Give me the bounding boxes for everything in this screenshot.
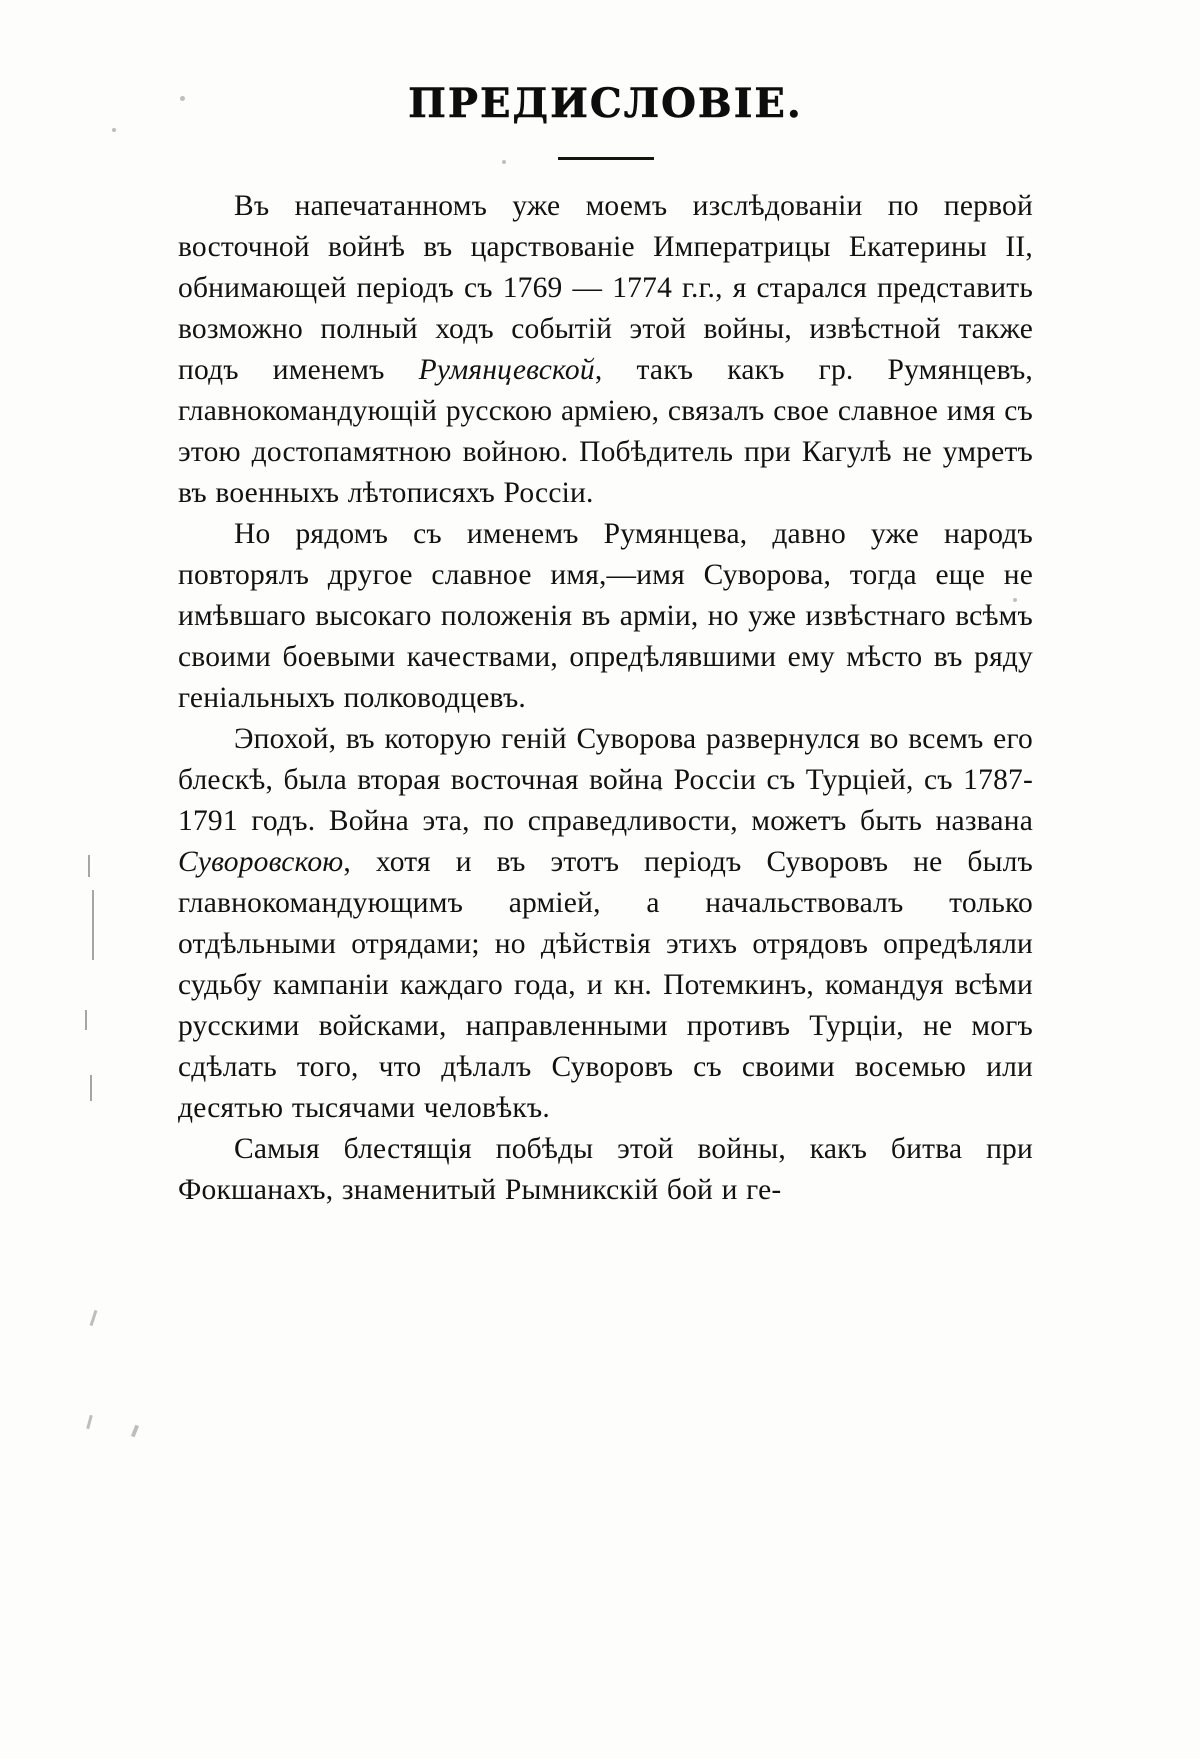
emphasis-term: Румянцевской — [418, 354, 595, 386]
margin-tick — [85, 1010, 87, 1030]
paragraph-2: Но рядомъ съ именемъ Румянцева, давно уже народъ повторялъ другое славное имя,—имя Суворова, тогда еще не имѣвшаго высокаго положенія въ арміи, но уже извѣстнаго всѣмъ своими боевыми качествами, опредѣлявшими ему мѣсто въ ряду геніальныхъ полководцевъ. — [178, 518, 1033, 714]
page-title: ПРЕДИСЛОВІЕ. — [408, 80, 803, 127]
paragraph-3: Эпохой, въ которую геній Суворова развернулся во всемъ его блескѣ, была вторая восточная война Россіи съ Турціей, съ 1787-1791 годъ. Война эта, по справедливости, можетъ быть названа Суворовскою, хотя и въ этотъ періодъ Суворовъ не былъ главнокомандующимъ арміей, а начальствовалъ только отдѣльными отрядами; но дѣйствія этихъ отрядовъ опредѣляли судьбу кампаніи каждаго года, и кн. Потемкинъ, командуя всѣми русскими войсками, направленными противъ Турціи, не могъ сдѣлать того, что дѣлалъ Суворовъ съ своими восемью или десятью тысячами человѣкъ. — [178, 723, 1033, 1124]
margin-tick — [88, 855, 90, 877]
margin-tick — [90, 1075, 92, 1101]
scan-speck — [112, 128, 116, 132]
paragraph-4: Самыя блестящія побѣды этой войны, какъ битва при Фокшанахъ, знаменитый Рымникскій бой и ге- — [178, 1133, 1033, 1206]
page-text-block — [178, 60, 1033, 1211]
paragraph-1: Въ напечатанномъ уже моемъ изслѣдованіи по первой восточной войнѣ въ царствованіе Императрицы Екатерины II, обнимающей періодъ съ 1769 — 1774 г.г., я старался представить возможно полный ходъ событій этой войны, извѣстной также подъ именемъ Румянцевской, такъ какъ гр. Румянцевъ, главнокомандующій русскою арміею, связалъ свое славное имя съ этою достопамятною войною. Побѣдитель при Кагулѣ не умретъ въ военныхъ лѣтописяхъ Россіи. — [178, 190, 1034, 509]
title-divider — [558, 157, 654, 160]
scan-speck — [86, 1415, 93, 1429]
emphasis-term: Суворовскою — [178, 846, 344, 878]
scan-speck — [131, 1425, 139, 1438]
scan-speck — [90, 1310, 98, 1326]
margin-tick — [92, 890, 94, 960]
